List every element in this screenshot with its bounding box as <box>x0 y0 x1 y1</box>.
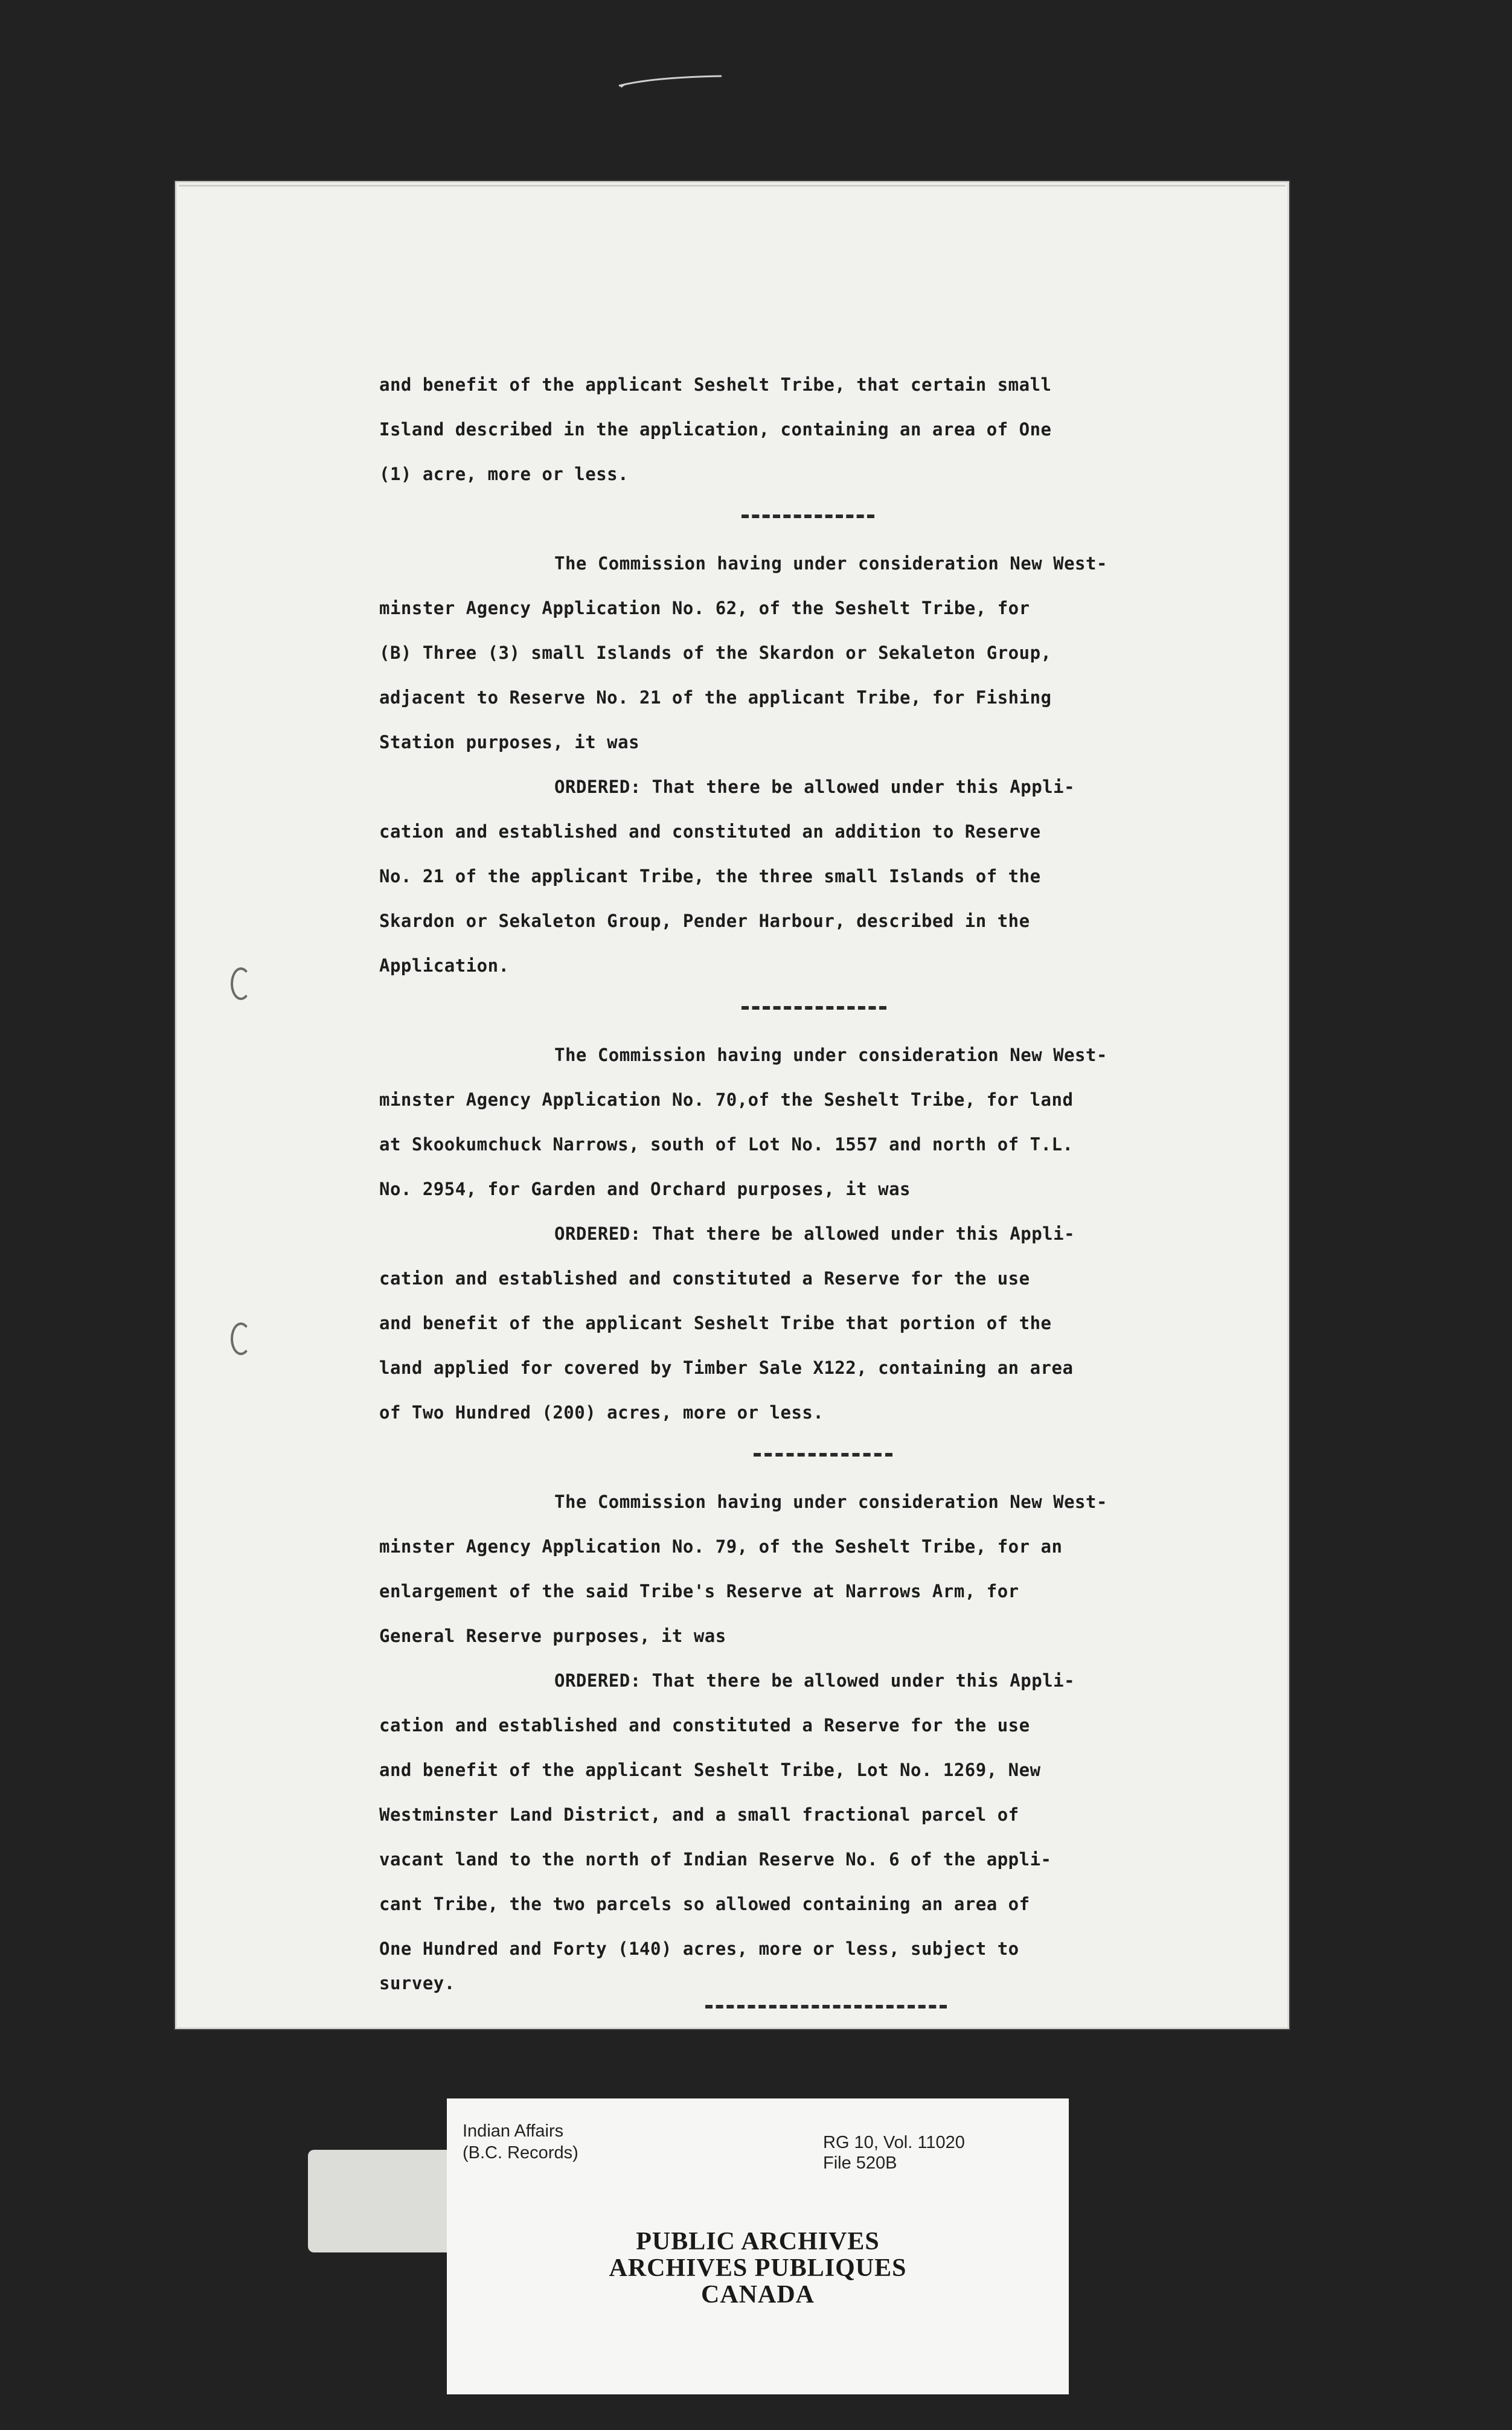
binder-hole <box>231 967 251 1000</box>
text-line: cation and established and constituted a Reserve for the use <box>379 1268 1030 1289</box>
text-line: The Commission having under consideration New West- <box>554 1492 1107 1512</box>
text-line: of Two Hundred (200) acres, more or less. <box>379 1402 824 1423</box>
text-line: The Commission having under consideration New West- <box>554 553 1107 574</box>
label-line: (B.C. Records) <box>463 2143 578 2162</box>
text-line: cation and established and constituted an addition to Reserve <box>379 821 1041 842</box>
text-line: and benefit of the applicant Seshelt Tribe, that certain small <box>379 374 1052 395</box>
text-line: Application. <box>379 955 510 976</box>
text-line: ORDERED: That there be allowed under this Appli- <box>554 1223 1075 1244</box>
label-line: File 520B <box>823 2153 897 2173</box>
label-reference <box>823 2132 965 2173</box>
text-line: minster Agency Application No. 62, of the Seshelt Tribe, for <box>379 598 1030 618</box>
text-line: No. 21 of the applicant Tribe, the three small Islands of the <box>379 866 1041 886</box>
text-line: Station purposes, it was <box>379 732 640 752</box>
text-line: vacant land to the north of Indian Reserve No. 6 of the appli- <box>379 1849 1052 1870</box>
text-line: minster Agency Application No. 79, of the Seshelt Tribe, for an <box>379 1536 1063 1557</box>
text-line: Skardon or Sekaleton Group, Pender Harbour, described in the <box>379 911 1030 931</box>
archives-stamp <box>447 2228 1069 2308</box>
stamp-line: CANADA <box>701 2281 815 2309</box>
typed-text-body <box>379 362 1249 2040</box>
archive-label-header <box>447 2098 1069 2219</box>
document-page <box>175 181 1289 2029</box>
text-line: land applied for covered by Timber Sale X122, containing an area <box>379 1358 1074 1378</box>
text-line: cation and established and constituted a Reserve for the use <box>379 1715 1030 1736</box>
text-line: Westminster Land District, and a small fractional parcel of <box>379 1804 1019 1825</box>
label-line: RG 10, Vol. 11020 <box>823 2133 965 2152</box>
label-record-group <box>463 2120 578 2164</box>
stamp-line: ARCHIVES PUBLIQUES <box>609 2254 907 2282</box>
binder-hole <box>231 1322 251 1355</box>
page-top-edge <box>179 185 1286 211</box>
section-separator <box>379 496 1249 541</box>
text-line: enlargement of the said Tribe's Reserve at Narrows Arm, for <box>379 1581 1019 1601</box>
text-line: adjacent to Reserve No. 21 of the applicant Tribe, for Fishing <box>379 687 1052 708</box>
text-line: minster Agency Application No. 70,of the Seshelt Tribe, for land <box>379 1089 1074 1110</box>
section-separator <box>379 988 1249 1033</box>
text-line: Island described in the application, containing an area of One <box>379 419 1052 440</box>
stamp-line: PUBLIC ARCHIVES <box>636 2228 880 2255</box>
text-line: The Commission having under consideration New West- <box>554 1045 1107 1065</box>
text-line: (B) Three (3) small Islands of the Skardon or Sekaleton Group, <box>379 643 1052 663</box>
text-line: ORDERED: That there be allowed under this Appli- <box>554 1670 1075 1691</box>
archive-label-card <box>447 2098 1069 2394</box>
text-line: One Hundred and Forty (140) acres, more or less, subject to <box>379 1938 1019 1959</box>
text-line: survey. <box>379 1973 455 1993</box>
section-separator <box>379 1995 1249 2040</box>
pen-mark <box>616 72 725 91</box>
section-separator <box>379 1435 1249 1479</box>
text-line: and benefit of the applicant Seshelt Tribe that portion of the <box>379 1313 1052 1333</box>
text-line: General Reserve purposes, it was <box>379 1626 726 1646</box>
text-line: ORDERED: That there be allowed under this Appli- <box>554 777 1075 797</box>
label-line: Indian Affairs <box>463 2121 564 2141</box>
text-line: (1) acre, more or less. <box>379 464 629 484</box>
label-tab <box>308 2150 453 2252</box>
text-line: cant Tribe, the two parcels so allowed containing an area of <box>379 1894 1030 1914</box>
text-line: at Skookumchuck Narrows, south of Lot No. 1557 and north of T.L. <box>379 1134 1074 1155</box>
text-line: and benefit of the applicant Seshelt Tribe, Lot No. 1269, New <box>379 1760 1041 1780</box>
text-line: No. 2954, for Garden and Orchard purposes, it was <box>379 1179 911 1199</box>
